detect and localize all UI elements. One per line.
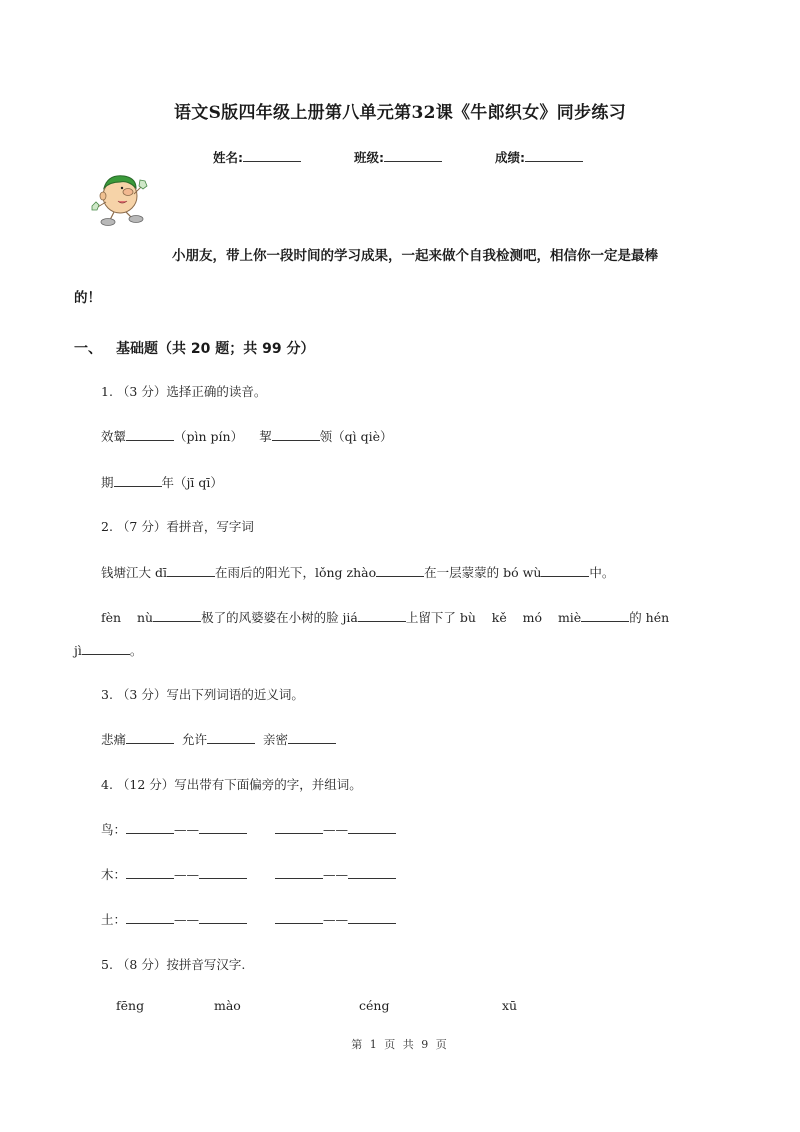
q4-blank[interactable]: [275, 877, 323, 879]
q4-blank[interactable]: [126, 832, 174, 834]
q4-blank[interactable]: [199, 832, 247, 834]
q3-word-1: 悲痛: [101, 732, 127, 747]
class-blank[interactable]: [384, 160, 442, 162]
question-2-line-3: [74, 641, 142, 659]
question-3-header: 3. （3 分）写出下列词语的近义词。: [101, 687, 304, 702]
q4-row-3: [101, 910, 396, 928]
q4-dash: ——: [323, 912, 349, 927]
mascot-icon: [84, 170, 156, 230]
question-1-header: 1. （3 分）选择正确的读音。: [101, 384, 267, 399]
q1-blank-2[interactable]: [272, 439, 320, 441]
q2-text-3a: jì: [74, 643, 82, 658]
q2-text-2b: 极了的风婆婆在小树的脸 jiá: [201, 610, 358, 625]
q1-word-2a: 挈: [259, 429, 272, 444]
q4-blank[interactable]: [348, 832, 396, 834]
score-label: 成绩:: [495, 150, 525, 165]
q2-text-1b: 在雨后的阳光下，lǒng zhào: [214, 565, 377, 580]
section-heading: [74, 338, 314, 358]
q3-word-2: 允许: [182, 732, 208, 747]
question-4-header: 4. （12 分）写出带有下面偏旁的字，并组词。: [101, 777, 362, 792]
document-title: 语文S版四年级上册第八单元第32课《牛郎织女》同步练习: [173, 103, 627, 123]
q5-pinyin-2: mào: [214, 998, 241, 1013]
name-label: 姓名:: [213, 150, 243, 165]
q4-dash: ——: [323, 867, 349, 882]
q2-text-2d: 的 hén: [629, 610, 670, 625]
q4-blank[interactable]: [199, 877, 247, 879]
q3-word-3: 亲密: [263, 732, 289, 747]
q2-text-2c: 上留下了 bù kě mó miè: [405, 610, 582, 625]
q2-blank-2[interactable]: [376, 575, 424, 577]
name-field[interactable]: [213, 148, 301, 166]
q2-text-3b: 。: [129, 643, 143, 658]
question-1-line-2: [101, 473, 223, 491]
q2-text-2a: fèn nù: [101, 610, 154, 625]
question-2-line-2: [101, 608, 669, 626]
q2-text-1a: 钱塘江大 dī: [101, 565, 167, 580]
q2-blank-1[interactable]: [167, 575, 215, 577]
q4-blank[interactable]: [275, 832, 323, 834]
q4-row-2: [101, 865, 396, 883]
section-title: 基础题（共 20 题；共 99 分）: [116, 341, 315, 357]
q5-pinyin-4: xū: [502, 998, 518, 1013]
q1-word-3a: 期: [101, 475, 114, 490]
q4-dash: ——: [174, 912, 200, 927]
q4-blank[interactable]: [199, 922, 247, 924]
q4-blank[interactable]: [275, 922, 323, 924]
q1-blank-1[interactable]: [126, 439, 174, 441]
q4-dash: ——: [174, 822, 200, 837]
q1-word-1: 效颦: [101, 429, 127, 444]
q1-blank-3[interactable]: [114, 485, 162, 487]
q4-blank[interactable]: [126, 922, 174, 924]
q2-blank-7[interactable]: [82, 653, 130, 655]
q4-row-1: [101, 820, 396, 838]
q4-radical-3: 土：: [101, 912, 127, 927]
question-2-line-1: [101, 563, 614, 581]
q1-options-1: （pìn pín）: [174, 429, 244, 444]
name-blank[interactable]: [243, 160, 301, 162]
question-3-line: [101, 730, 336, 748]
q4-radical-1: 鸟：: [101, 822, 127, 837]
score-blank[interactable]: [525, 160, 583, 162]
q4-blank[interactable]: [126, 877, 174, 879]
q2-blank-6[interactable]: [581, 620, 629, 622]
intro-line-1: 小朋友，带上你一段时间的学习成果，一起来做个自我检测吧，相信你一定是最棒: [172, 248, 658, 264]
question-2-header: 2. （7 分）看拼音，写字词: [101, 519, 254, 534]
q1-word-2b: 领（qì qiè）: [319, 429, 393, 444]
question-1-line-1: [101, 427, 392, 445]
q3-blank-1[interactable]: [126, 742, 174, 744]
q5-pinyin-3: céng: [359, 998, 390, 1013]
q4-blank[interactable]: [348, 922, 396, 924]
question-5-header: 5. （8 分）按拼音写汉字.: [101, 957, 246, 972]
q4-blank[interactable]: [348, 877, 396, 879]
q5-pinyin-1: fēng: [116, 998, 145, 1013]
q2-text-1d: 中。: [589, 565, 615, 580]
q2-blank-3[interactable]: [541, 575, 589, 577]
q2-blank-4[interactable]: [153, 620, 201, 622]
q1-word-3b: 年（jī qī）: [161, 475, 223, 490]
class-field[interactable]: [354, 148, 442, 166]
q4-dash: ——: [174, 867, 200, 882]
section-number: 一、: [74, 341, 102, 357]
q2-text-1c: 在一层蒙蒙的 bó wù: [424, 565, 542, 580]
q2-blank-5[interactable]: [358, 620, 406, 622]
page-number: 第 1 页 共 9 页: [351, 1038, 449, 1051]
q3-blank-2[interactable]: [207, 742, 255, 744]
q3-blank-3[interactable]: [288, 742, 336, 744]
q4-radical-2: 木：: [101, 867, 127, 882]
score-field[interactable]: [495, 148, 583, 166]
q4-dash: ——: [323, 822, 349, 837]
class-label: 班级:: [354, 150, 384, 165]
intro-line-2: 的！: [74, 290, 101, 306]
